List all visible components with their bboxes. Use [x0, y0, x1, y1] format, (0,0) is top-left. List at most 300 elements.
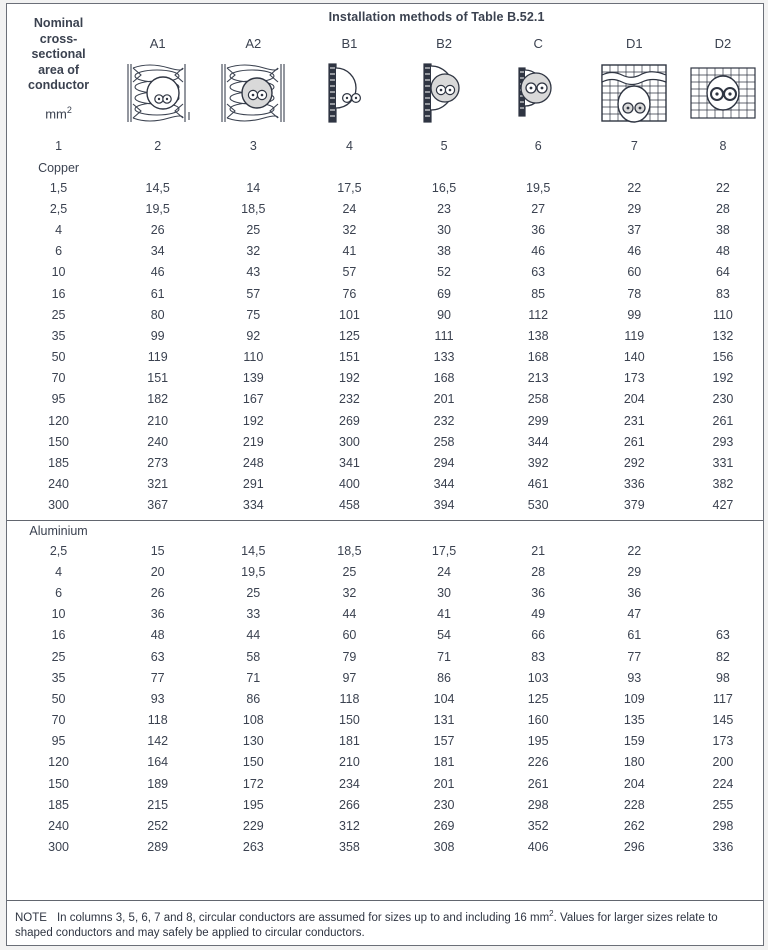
capacity-value: 29 — [627, 564, 642, 579]
capacity-value: 28 — [715, 201, 730, 216]
surface-wall-conduit-icon — [317, 60, 381, 126]
capacity-value: 22 — [627, 543, 642, 558]
buried-duct-in-ground-icon — [598, 60, 670, 126]
capacity-value: 258 — [433, 434, 455, 449]
capacity-value: 258 — [527, 392, 549, 407]
capacity-value: 63 — [715, 628, 730, 643]
conductor-size: 150 — [48, 776, 69, 791]
capacity-value: 32 — [342, 222, 357, 237]
conductor-size: 185 — [48, 797, 69, 812]
capacity-value: 294 — [433, 456, 455, 471]
capacity-value: 308 — [433, 840, 455, 855]
icon-cell-d2 — [683, 56, 763, 134]
table-row — [7, 794, 763, 815]
capacity-value: 119 — [624, 328, 645, 343]
capacity-value: 530 — [491, 495, 586, 521]
column-number-5: 5 — [440, 139, 448, 153]
method-code-a1: A1 — [149, 35, 166, 51]
capacity-value: 334 — [205, 495, 301, 521]
capacity-value: 192 — [242, 413, 264, 428]
capacity-value: 232 — [433, 413, 455, 428]
insulated-wall-conduit-multicore-icon — [214, 60, 292, 126]
material-row-spacer — [110, 158, 205, 177]
capacity-value: 36 — [150, 607, 165, 622]
conductor-size: 240 — [48, 477, 69, 492]
capacity-value: 240 — [147, 434, 169, 449]
capacity-value: 82 — [715, 649, 730, 664]
table-row — [7, 241, 763, 262]
capacity-value: 66 — [531, 628, 546, 643]
capacity-value: 255 — [712, 797, 734, 812]
capacity-value: 210 — [339, 755, 360, 770]
capacity-value: 230 — [433, 797, 455, 812]
capacity-value: 77 — [150, 670, 165, 685]
capacity-value: 64 — [715, 265, 730, 280]
capacity-value: 125 — [527, 691, 549, 706]
material-row-spacer — [683, 521, 763, 541]
capacity-value: 110 — [712, 307, 733, 322]
capacity-value: 182 — [147, 392, 169, 407]
capacity-value: 38 — [715, 222, 730, 237]
capacity-value: 22 — [627, 180, 642, 195]
material-row-spacer — [398, 521, 491, 541]
capacity-value: 52 — [437, 265, 451, 280]
conductor-size: 185 — [48, 456, 69, 471]
table-row — [7, 452, 763, 473]
capacity-value: 76 — [342, 286, 357, 301]
capacity-value: 24 — [437, 564, 451, 579]
col1-line-5: conductor — [28, 78, 90, 93]
capacity-value: 104 — [433, 691, 455, 706]
capacity-value: 231 — [623, 413, 645, 428]
capacity-value: 215 — [147, 797, 169, 812]
installation-methods-banner: Installation methods of Table B.52.1 — [328, 10, 545, 24]
capacity-value: 352 — [527, 819, 549, 834]
method-icon-row — [7, 56, 763, 134]
conductor-size: 120 — [48, 755, 69, 770]
capacity-value — [683, 561, 763, 582]
capacity-value: 133 — [433, 350, 455, 365]
conductor-size: 6 — [55, 585, 63, 600]
capacity-value: 26 — [150, 585, 165, 600]
capacity-value: 232 — [339, 392, 360, 407]
table-row — [7, 582, 763, 603]
material-label: Copper — [38, 160, 80, 175]
capacity-value: 109 — [623, 691, 645, 706]
capacity-value: 44 — [246, 628, 261, 643]
col1-unit — [7, 103, 110, 122]
surface-wall-cable-icon — [509, 60, 567, 126]
column-number-row — [7, 134, 763, 158]
capacity-value: 273 — [147, 456, 169, 471]
capacity-value: 226 — [527, 755, 549, 770]
capacity-value: 83 — [715, 286, 730, 301]
capacity-value: 293 — [712, 434, 734, 449]
conductor-size: 25 — [51, 307, 66, 322]
capacity-value: 261 — [712, 413, 734, 428]
capacity-value: 14 — [246, 180, 261, 195]
capacity-value: 99 — [627, 307, 642, 322]
capacity-value: 118 — [339, 691, 360, 706]
material-row-spacer — [398, 158, 491, 177]
capacity-value: 71 — [437, 649, 451, 664]
capacity-value: 92 — [246, 328, 261, 343]
capacity-value: 46 — [150, 265, 165, 280]
conductor-size: 35 — [51, 670, 66, 685]
capacity-value: 135 — [623, 713, 645, 728]
table-row — [7, 710, 763, 731]
capacity-value: 336 — [623, 477, 645, 492]
table-row — [7, 837, 763, 858]
table-row — [7, 219, 763, 240]
capacity-value: 77 — [627, 649, 642, 664]
capacity-value: 138 — [527, 328, 549, 343]
capacity-value: 14,5 — [241, 543, 266, 558]
material-row — [7, 158, 763, 177]
capacity-value: 145 — [712, 713, 734, 728]
capacity-value: 36 — [531, 585, 546, 600]
conductor-size: 4 — [55, 564, 63, 579]
method-code-b1: B1 — [341, 35, 358, 51]
capacity-value: 358 — [339, 840, 360, 855]
capacity-value: 151 — [147, 371, 169, 386]
capacity-value: 139 — [242, 371, 264, 386]
capacity-value: 150 — [339, 713, 360, 728]
capacity-value: 36 — [531, 222, 546, 237]
capacity-value: 98 — [715, 670, 730, 685]
capacity-value: 140 — [623, 350, 645, 365]
capacity-value: 406 — [527, 840, 549, 855]
capacity-value: 117 — [712, 691, 733, 706]
capacity-value: 20 — [150, 564, 165, 579]
spacer — [7, 858, 763, 900]
capacity-value: 192 — [339, 371, 360, 386]
capacity-value: 27 — [531, 201, 546, 216]
capacity-value: 63 — [531, 265, 546, 280]
capacity-value: 21 — [531, 543, 546, 558]
capacity-value: 195 — [527, 734, 549, 749]
capacity-value: 261 — [623, 434, 645, 449]
capacity-value: 234 — [339, 776, 360, 791]
capacity-value: 291 — [242, 477, 264, 492]
capacity-value: 54 — [437, 628, 451, 643]
capacity-value: 79 — [342, 649, 357, 664]
capacity-value: 86 — [437, 670, 451, 685]
capacity-value: 252 — [147, 819, 169, 834]
capacity-value: 111 — [434, 328, 454, 343]
capacity-value: 60 — [342, 628, 357, 643]
capacity-value: 43 — [246, 265, 261, 280]
capacity-value: 189 — [147, 776, 169, 791]
conductor-size: 2,5 — [49, 543, 68, 558]
capacity-value: 230 — [712, 392, 734, 407]
table-row — [7, 561, 763, 582]
table-row — [7, 495, 763, 521]
capacity-value: 201 — [433, 776, 455, 791]
capacity-value: 173 — [712, 734, 734, 749]
capacity-value: 30 — [437, 222, 451, 237]
capacity-value: 75 — [246, 307, 261, 322]
capacity-value: 85 — [531, 286, 546, 301]
conductor-size: 16 — [51, 628, 66, 643]
capacity-value: 25 — [246, 222, 261, 237]
capacity-value: 22 — [715, 180, 730, 195]
table-row — [7, 410, 763, 431]
capacity-value: 142 — [147, 734, 169, 749]
method-code-c: C — [533, 35, 543, 51]
capacity-value: 99 — [150, 328, 165, 343]
table-row — [7, 198, 763, 219]
capacity-value: 262 — [623, 819, 645, 834]
capacity-value: 33 — [246, 607, 261, 622]
capacity-value: 28 — [531, 564, 546, 579]
capacity-value: 19,5 — [526, 180, 551, 195]
table-row — [7, 667, 763, 688]
capacity-value: 229 — [242, 819, 264, 834]
column-number-7: 7 — [630, 139, 638, 153]
capacity-value: 461 — [527, 477, 549, 492]
table-row — [7, 773, 763, 794]
capacity-value: 400 — [339, 477, 360, 492]
capacity-value: 57 — [246, 286, 261, 301]
capacity-value: 164 — [147, 755, 169, 770]
conductor-size: 10 — [51, 607, 66, 622]
conductor-size: 1,5 — [49, 180, 68, 195]
capacity-value: 26 — [150, 222, 165, 237]
capacity-value: 248 — [242, 456, 264, 471]
capacity-value: 112 — [528, 307, 549, 322]
capacity-value: 213 — [527, 371, 549, 386]
capacity-value: 90 — [437, 307, 451, 322]
capacity-value: 32 — [246, 244, 261, 259]
table-row — [7, 325, 763, 346]
capacity-value: 344 — [433, 477, 455, 492]
capacity-value: 172 — [242, 776, 264, 791]
capacity-value: 29 — [627, 201, 642, 216]
column-number-8: 8 — [719, 139, 727, 153]
conductor-size: 50 — [51, 350, 66, 365]
conductor-size: 6 — [55, 244, 63, 259]
capacity-value: 157 — [433, 734, 455, 749]
capacity-value: 44 — [342, 607, 357, 622]
material-row-spacer — [683, 158, 763, 177]
col1-unit-text: mm — [45, 106, 67, 122]
capacity-value: 48 — [715, 244, 730, 259]
capacity-value — [683, 604, 763, 625]
table-row — [7, 625, 763, 646]
capacity-value: 263 — [242, 840, 264, 855]
method-code-row — [7, 30, 763, 56]
capacity-value: 159 — [623, 734, 645, 749]
capacity-value: 296 — [623, 840, 645, 855]
capacity-value: 19,5 — [145, 201, 170, 216]
note-superscript: 2 — [549, 909, 554, 919]
capacity-value: 24 — [342, 201, 357, 216]
capacity-value: 341 — [339, 456, 360, 471]
col1-unit-sup: 2 — [66, 104, 72, 115]
capacity-value: 14,5 — [145, 180, 170, 195]
conductor-size: 10 — [51, 265, 66, 280]
capacity-value: 38 — [437, 244, 451, 259]
conductor-size: 70 — [51, 371, 66, 386]
direct-buried-in-ground-icon — [687, 60, 759, 126]
capacity-value: 382 — [712, 477, 734, 492]
capacity-value: 173 — [623, 371, 645, 386]
table-row — [7, 283, 763, 304]
capacity-value: 86 — [246, 691, 261, 706]
icon-cell-c — [491, 56, 586, 134]
capacity-value: 299 — [527, 413, 549, 428]
capacity-value: 32 — [342, 585, 357, 600]
capacity-value: 16,5 — [431, 180, 457, 195]
conductor-size: 2,5 — [49, 201, 68, 216]
capacity-value: 93 — [627, 670, 642, 685]
conductor-size: 120 — [48, 413, 69, 428]
surface-wall-trunking-icon — [412, 60, 476, 126]
col1-line-4: area of — [38, 62, 80, 77]
capacity-value: 321 — [147, 477, 169, 492]
banner-row — [7, 4, 763, 30]
column-number-2: 2 — [154, 139, 162, 153]
column-number-4: 4 — [345, 139, 353, 153]
capacity-value: 200 — [712, 755, 734, 770]
conductor-size: 25 — [51, 649, 66, 664]
capacity-value: 101 — [339, 307, 360, 322]
col1-line-1: Nominal — [33, 16, 84, 31]
capacity-value: 63 — [150, 649, 165, 664]
capacity-value: 181 — [339, 734, 360, 749]
capacity-value: 392 — [527, 456, 549, 471]
capacity-value: 266 — [339, 797, 360, 812]
col1-header — [7, 4, 110, 134]
material-row-spacer — [491, 521, 586, 541]
capacity-value: 204 — [623, 776, 645, 791]
table-row — [7, 688, 763, 709]
capacity-value: 78 — [627, 286, 642, 301]
capacity-value: 228 — [623, 797, 645, 812]
table-row — [7, 474, 763, 495]
material-row-spacer — [110, 521, 205, 541]
current-carrying-capacity-table — [7, 4, 763, 858]
icon-cell-d1 — [586, 56, 683, 134]
capacity-value: 394 — [398, 495, 491, 521]
capacity-value: 36 — [627, 585, 642, 600]
capacity-value: 130 — [242, 734, 264, 749]
capacity-value: 71 — [246, 670, 261, 685]
capacity-value: 367 — [110, 495, 205, 521]
capacity-value: 151 — [339, 350, 360, 365]
capacity-value: 168 — [433, 371, 455, 386]
icon-cell-a2 — [205, 56, 301, 134]
capacity-value: 132 — [712, 328, 734, 343]
note-text-tail: . Values for larger sizes relate to shaped conductors and may safely be applied to circular conductors. — [15, 912, 718, 939]
note-text-main: In columns 3, 5, 6, 7 and 8, circular conductors are assumed for sizes up to and including 16 mm — [56, 912, 550, 924]
capacity-value: 210 — [147, 413, 169, 428]
capacity-value: 58 — [246, 649, 261, 664]
capacity-value: 103 — [527, 670, 549, 685]
insulated-wall-conduit-icon — [119, 60, 197, 126]
conductor-size: 16 — [51, 286, 66, 301]
capacity-value: 108 — [242, 713, 264, 728]
table-row — [7, 389, 763, 410]
column-number-3: 3 — [249, 139, 257, 153]
table-row — [7, 431, 763, 452]
capacity-value: 25 — [342, 564, 357, 579]
capacity-value: 131 — [433, 713, 455, 728]
table-row — [7, 604, 763, 625]
capacity-value: 30 — [437, 585, 451, 600]
capacity-value: 110 — [243, 350, 264, 365]
capacity-value: 61 — [150, 286, 165, 301]
material-row-spacer — [586, 521, 683, 541]
table-row — [7, 646, 763, 667]
material-label: Aluminium — [29, 523, 88, 538]
conductor-size: 50 — [51, 691, 66, 706]
capacity-value: 34 — [150, 244, 165, 259]
capacity-value: 261 — [527, 776, 549, 791]
icon-cell-b2 — [398, 56, 491, 134]
capacity-value: 181 — [433, 755, 455, 770]
capacity-value: 458 — [301, 495, 397, 521]
capacity-value: 69 — [437, 286, 451, 301]
capacity-value: 17,5 — [431, 543, 457, 558]
capacity-value: 17,5 — [337, 180, 362, 195]
material-row — [7, 521, 763, 541]
column-number-1: 1 — [55, 139, 63, 153]
table-row — [7, 304, 763, 325]
capacity-value: 336 — [712, 840, 734, 855]
capacity-value: 331 — [712, 456, 734, 471]
capacity-value — [683, 540, 763, 561]
table-row — [7, 368, 763, 389]
capacity-value: 298 — [527, 797, 549, 812]
capacity-value: 48 — [150, 628, 165, 643]
capacity-value: 427 — [683, 495, 763, 521]
capacity-value: 292 — [623, 456, 645, 471]
capacity-value: 168 — [527, 350, 549, 365]
capacity-value: 80 — [150, 307, 165, 322]
conductor-size: 300 — [7, 495, 110, 521]
method-code-d2: D2 — [714, 35, 732, 51]
capacity-value: 160 — [527, 713, 549, 728]
conductor-size: 95 — [51, 392, 66, 407]
capacity-value: 379 — [586, 495, 683, 521]
conductor-size: 150 — [48, 434, 69, 449]
capacity-value: 201 — [433, 392, 455, 407]
capacity-value: 167 — [242, 392, 264, 407]
table-body — [7, 158, 763, 858]
capacity-value: 18,5 — [337, 543, 362, 558]
capacity-value: 269 — [339, 413, 360, 428]
table-frame — [6, 3, 764, 946]
material-row-spacer — [491, 158, 586, 177]
capacity-value: 195 — [242, 797, 264, 812]
material-row-spacer — [205, 521, 301, 541]
material-row-spacer — [301, 158, 397, 177]
conductor-size: 4 — [55, 222, 63, 237]
capacity-value: 156 — [712, 350, 734, 365]
capacity-value: 41 — [342, 244, 357, 259]
method-code-b2: B2 — [436, 35, 452, 51]
capacity-value: 219 — [242, 434, 264, 449]
capacity-value: 47 — [627, 607, 642, 622]
capacity-value: 61 — [627, 628, 642, 643]
capacity-value: 37 — [627, 222, 642, 237]
capacity-value: 192 — [712, 371, 734, 386]
capacity-value: 97 — [342, 670, 357, 685]
capacity-value: 15 — [150, 543, 165, 558]
capacity-value — [683, 582, 763, 603]
